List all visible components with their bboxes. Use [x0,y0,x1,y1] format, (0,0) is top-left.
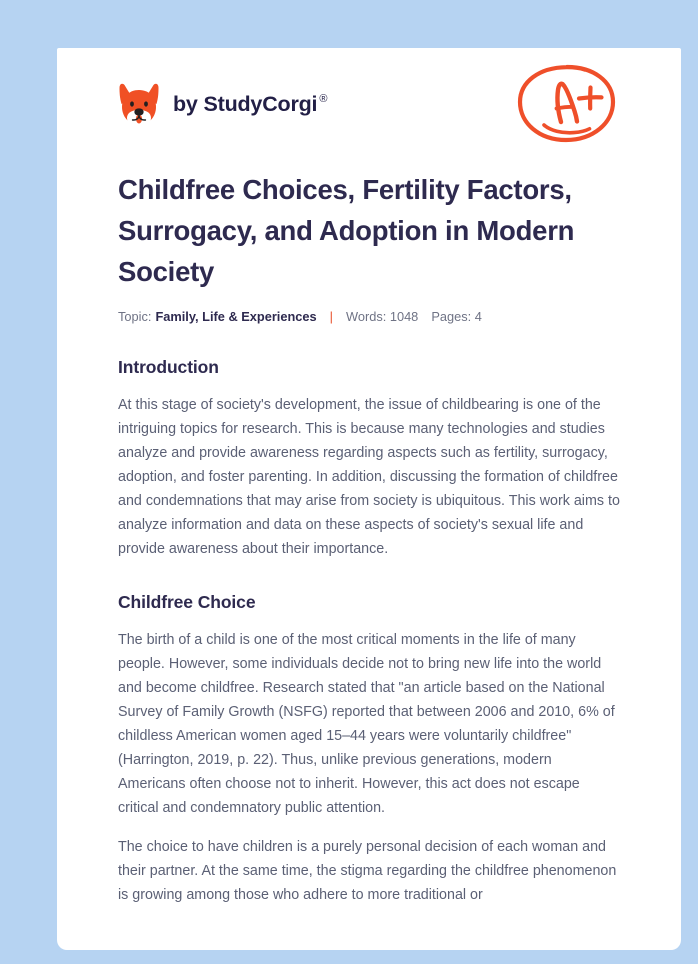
paragraph: The birth of a child is one of the most critical moments in the life of many people. However, some individuals decide not to bring new life into the world and become childfree. Research stated that "an article based on the National Survey of Family Growth (NSFG) reported that between 2006 and 2010, 6% of childless American women aged 15–44 years were voluntarily childfree" (Harrington, 2019, p. 22). Thus, unlike previous generations, modern Americans often choose not to inherit. However, this act does not escape critical and condemnatory public attention. [118,632,615,816]
corgi-head-icon [118,82,160,126]
document-header [118,48,620,156]
brand-name: StudyCorgi [203,91,318,116]
meta-separator: | [329,309,333,324]
studycorgi-brand[interactable] [118,82,327,126]
topic-link[interactable]: Family, Life & Experiences [155,309,317,324]
registered-trademark-icon: ® [319,93,328,106]
paragraph: The choice to have children is a purely personal decision of each woman and their partner. At the same time, the stigma regarding the childfree phenomenon is growing among those who adhere to more traditional or [118,839,617,903]
page-count: Pages: 4 [431,309,482,324]
section-heading-childfree-choice: Childfree Choice [118,592,256,612]
page-title: Childfree Choices, Fertility Factors, Surrogacy, and Adoption in Modern Society [118,174,575,287]
a-plus-grade-icon [514,59,620,149]
paragraph: At this stage of society's development, the issue of childbearing is one of the intriguing topics for research. This is because many technologies and studies analyze and provide awareness regarding aspects such as fertility, surrogacy, adoption, and foster parenting. In addition, discussing the formation of childfree and condemnations that may arise from society is ubiquitous. This work aims to analyze information and data on these aspects of society's sexual life and provide awareness about their importance. [118,397,620,557]
brand-wordmark [173,92,327,117]
section-heading-introduction: Introduction [118,357,219,377]
document-card [57,48,681,950]
topic-label: Topic: [118,309,152,324]
brand-prefix: by [173,91,204,116]
word-count: Words: 1048 [345,309,419,324]
document-meta [118,308,620,326]
